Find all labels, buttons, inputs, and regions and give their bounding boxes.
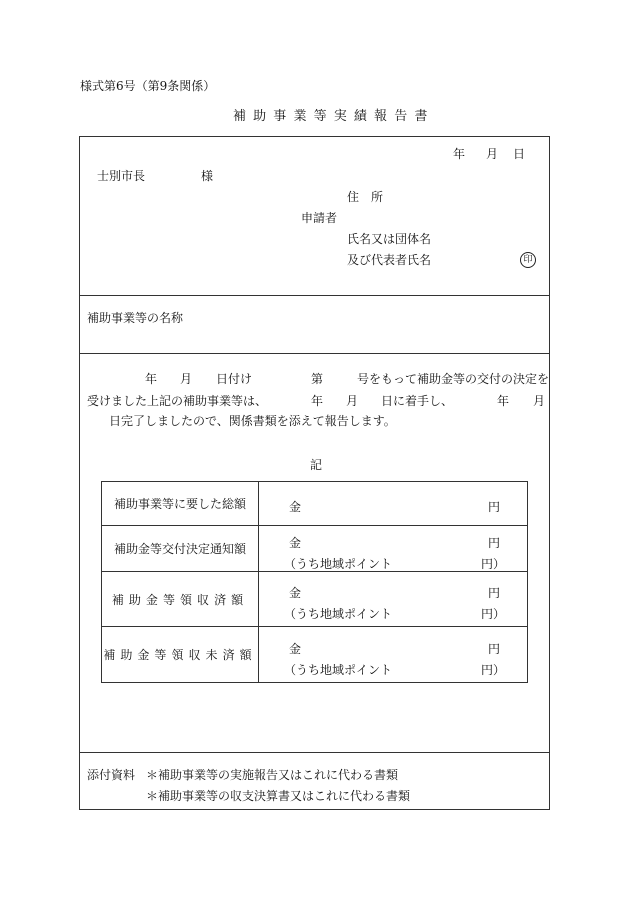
point-yen-label: 円） xyxy=(480,663,505,677)
point-label: （うち地域ポイント xyxy=(284,557,393,571)
representative-label: 及び代表者氏名 xyxy=(347,253,432,267)
seal-mark: 印 xyxy=(520,252,536,268)
point-yen-label: 円） xyxy=(480,557,505,571)
attachment-item: ＊補助事業等の実施報告又はこれに代わる書類 xyxy=(146,768,399,782)
body-end-month: 月 xyxy=(533,394,546,408)
body-end-year: 年 xyxy=(497,394,510,408)
yen-label: 円 xyxy=(487,586,500,600)
point-yen-label: 円） xyxy=(480,607,505,621)
body-started: 日に着手し、 xyxy=(381,394,454,408)
name-label: 氏名又は団体名 xyxy=(347,232,432,246)
divider xyxy=(79,752,550,753)
body-no: 第 xyxy=(311,372,324,386)
attachment-item: ＊補助事業等の収支決算書又はこれに代わる書類 xyxy=(146,789,411,803)
row-value-received xyxy=(259,572,528,627)
honorific: 様 xyxy=(201,169,214,183)
ki-label: 記 xyxy=(310,458,323,472)
kin-label: 金 xyxy=(289,500,302,514)
body-line3-text: 日完了しましたので、関係書類を添えて報告します。 xyxy=(109,414,396,428)
amounts-table xyxy=(101,481,528,683)
date-day: 日 xyxy=(513,147,526,161)
row-label-received: 補助金等領収済額 xyxy=(102,572,259,627)
divider xyxy=(79,295,550,296)
kin-label: 金 xyxy=(289,642,302,656)
row-value-total xyxy=(259,482,528,526)
row-label-unreceived: 補助金等領収未済額 xyxy=(102,627,259,683)
row-value-unreceived xyxy=(259,627,528,683)
point-label: （うち地域ポイント xyxy=(284,607,393,621)
addressee: 士別市長 xyxy=(97,169,146,183)
date-month: 月 xyxy=(486,147,499,161)
address-label: 住 所 xyxy=(347,190,384,204)
body-start-year: 年 xyxy=(311,394,324,408)
table-row xyxy=(102,627,528,683)
form-number: 様式第6号（第9条関係） xyxy=(80,79,216,93)
yen-label: 円 xyxy=(487,536,500,550)
form-frame xyxy=(79,136,550,810)
table-row xyxy=(102,482,528,526)
divider xyxy=(79,353,550,354)
attachments-label: 添付資料 xyxy=(87,768,136,782)
yen-label: 円 xyxy=(487,642,500,656)
body-start-month: 月 xyxy=(346,394,359,408)
row-value-decision xyxy=(259,526,528,572)
kin-label: 金 xyxy=(289,536,302,550)
yen-label: 円 xyxy=(487,500,500,514)
document-title: 補助事業等実績報告書 xyxy=(233,109,435,124)
date-year: 年 xyxy=(453,147,466,161)
applicant-label: 申請者 xyxy=(301,211,338,225)
project-name-label: 補助事業等の名称 xyxy=(87,311,184,325)
body-line2-text: 受けました上記の補助事業等は、 xyxy=(87,394,268,408)
body-month: 月 xyxy=(180,372,193,386)
table-row xyxy=(102,526,528,572)
point-label: （うち地域ポイント xyxy=(284,663,393,677)
kin-label: 金 xyxy=(289,586,302,600)
body-year: 年 xyxy=(145,372,158,386)
table-row xyxy=(102,572,528,627)
body-line1-text: 号をもって補助金等の交付の決定を xyxy=(357,372,550,386)
row-label-total: 補助事業等に要した総額 xyxy=(102,482,259,526)
row-label-decision: 補助金等交付決定通知額 xyxy=(102,526,259,572)
body-dated: 日付け xyxy=(216,372,253,386)
